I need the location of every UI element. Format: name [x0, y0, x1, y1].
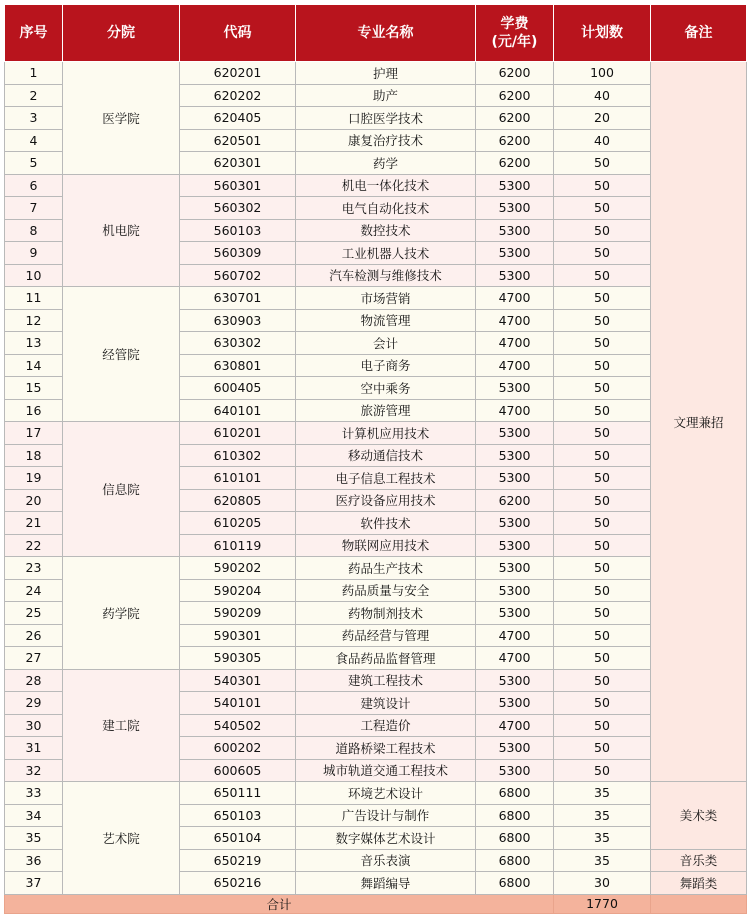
tuition-cell: 5300: [476, 197, 554, 220]
major-code-cell: 650104: [180, 827, 296, 850]
major-code-cell: 610302: [180, 444, 296, 467]
row-index-cell: 9: [5, 242, 63, 265]
row-index-cell: 19: [5, 467, 63, 490]
plan-count-cell: 50: [554, 152, 651, 175]
table-row: [5, 669, 747, 692]
row-index-cell: 31: [5, 737, 63, 760]
row-index-cell: 1: [5, 62, 63, 85]
tuition-cell: 6800: [476, 804, 554, 827]
row-index-cell: 34: [5, 804, 63, 827]
remark-cell: 舞蹈类: [651, 872, 747, 895]
plan-count-cell: 50: [554, 264, 651, 287]
major-name-cell: 机电一体化技术: [296, 174, 476, 197]
plan-count-cell: 50: [554, 714, 651, 737]
header-tuition-line2: (元/年): [491, 34, 538, 50]
plan-count-cell: 50: [554, 354, 651, 377]
major-code-cell: 590305: [180, 647, 296, 670]
plan-count-cell: 50: [554, 422, 651, 445]
plan-count-cell: 35: [554, 782, 651, 805]
row-index-cell: 5: [5, 152, 63, 175]
plan-count-cell: 100: [554, 62, 651, 85]
major-name-cell: 舞蹈编导: [296, 872, 476, 895]
plan-count-cell: 50: [554, 534, 651, 557]
tuition-cell: 5300: [476, 219, 554, 242]
major-code-cell: 640101: [180, 399, 296, 422]
plan-count-cell: 40: [554, 84, 651, 107]
plan-count-cell: 50: [554, 489, 651, 512]
tuition-cell: 4700: [476, 624, 554, 647]
tuition-cell: 5300: [476, 692, 554, 715]
table-row: [5, 782, 747, 805]
tuition-cell: 5300: [476, 557, 554, 580]
row-index-cell: 18: [5, 444, 63, 467]
major-name-cell: 建筑工程技术: [296, 669, 476, 692]
row-index-cell: 14: [5, 354, 63, 377]
enrollment-plan-table: [4, 4, 747, 914]
row-index-cell: 27: [5, 647, 63, 670]
major-name-cell: 旅游管理: [296, 399, 476, 422]
plan-count-cell: 50: [554, 219, 651, 242]
row-index-cell: 4: [5, 129, 63, 152]
major-name-cell: 电气自动化技术: [296, 197, 476, 220]
plan-count-cell: 50: [554, 399, 651, 422]
row-index-cell: 22: [5, 534, 63, 557]
row-index-cell: 6: [5, 174, 63, 197]
department-cell: 机电院: [63, 174, 180, 287]
major-code-cell: 620405: [180, 107, 296, 130]
table-body: [5, 62, 747, 914]
table-header-row: [5, 5, 747, 62]
major-code-cell: 610119: [180, 534, 296, 557]
tuition-cell: 6800: [476, 872, 554, 895]
row-index-cell: 20: [5, 489, 63, 512]
table-row: [5, 422, 747, 445]
department-cell: 艺术院: [63, 782, 180, 895]
major-name-cell: 工程造价: [296, 714, 476, 737]
tuition-cell: 4700: [476, 714, 554, 737]
row-index-cell: 30: [5, 714, 63, 737]
tuition-cell: 5300: [476, 737, 554, 760]
row-index-cell: 13: [5, 332, 63, 355]
plan-count-cell: 35: [554, 804, 651, 827]
row-index-cell: 10: [5, 264, 63, 287]
major-name-cell: 空中乘务: [296, 377, 476, 400]
major-code-cell: 650216: [180, 872, 296, 895]
major-name-cell: 助产: [296, 84, 476, 107]
row-index-cell: 8: [5, 219, 63, 242]
major-name-cell: 广告设计与制作: [296, 804, 476, 827]
tuition-cell: 4700: [476, 647, 554, 670]
tuition-cell: 5300: [476, 534, 554, 557]
tuition-cell: 6200: [476, 129, 554, 152]
major-code-cell: 630903: [180, 309, 296, 332]
major-code-cell: 560309: [180, 242, 296, 265]
total-label: 合计: [5, 894, 554, 913]
major-name-cell: 数字媒体艺术设计: [296, 827, 476, 850]
major-name-cell: 环境艺术设计: [296, 782, 476, 805]
major-code-cell: 600605: [180, 759, 296, 782]
plan-count-cell: 50: [554, 309, 651, 332]
tuition-cell: 6800: [476, 827, 554, 850]
major-name-cell: 医疗设备应用技术: [296, 489, 476, 512]
major-name-cell: 药品生产技术: [296, 557, 476, 580]
header-code: 代码: [180, 5, 296, 62]
total-remark-empty: [651, 894, 747, 913]
major-name-cell: 会计: [296, 332, 476, 355]
plan-count-cell: 30: [554, 872, 651, 895]
major-name-cell: 城市轨道交通工程技术: [296, 759, 476, 782]
plan-count-cell: 50: [554, 287, 651, 310]
tuition-cell: 5300: [476, 759, 554, 782]
major-code-cell: 650103: [180, 804, 296, 827]
major-name-cell: 护理: [296, 62, 476, 85]
major-name-cell: 药品质量与安全: [296, 579, 476, 602]
row-index-cell: 25: [5, 602, 63, 625]
tuition-cell: 6200: [476, 84, 554, 107]
row-index-cell: 16: [5, 399, 63, 422]
row-index-cell: 15: [5, 377, 63, 400]
row-index-cell: 17: [5, 422, 63, 445]
major-code-cell: 630701: [180, 287, 296, 310]
tuition-cell: 4700: [476, 309, 554, 332]
major-code-cell: 560301: [180, 174, 296, 197]
major-code-cell: 590202: [180, 557, 296, 580]
plan-count-cell: 50: [554, 759, 651, 782]
plan-count-cell: 50: [554, 467, 651, 490]
total-row: [5, 894, 747, 913]
plan-count-cell: 50: [554, 602, 651, 625]
major-name-cell: 物流管理: [296, 309, 476, 332]
tuition-cell: 6800: [476, 782, 554, 805]
tuition-cell: 6200: [476, 152, 554, 175]
plan-count-cell: 50: [554, 692, 651, 715]
major-code-cell: 540301: [180, 669, 296, 692]
major-name-cell: 移动通信技术: [296, 444, 476, 467]
tuition-cell: 5300: [476, 264, 554, 287]
plan-count-cell: 50: [554, 174, 651, 197]
tuition-cell: 5300: [476, 669, 554, 692]
remark-cell: 文理兼招: [651, 62, 747, 782]
department-cell: 建工院: [63, 669, 180, 782]
tuition-cell: 5300: [476, 444, 554, 467]
tuition-cell: 4700: [476, 287, 554, 310]
major-code-cell: 540101: [180, 692, 296, 715]
tuition-cell: 5300: [476, 467, 554, 490]
major-name-cell: 药学: [296, 152, 476, 175]
major-name-cell: 汽车检测与维修技术: [296, 264, 476, 287]
plan-count-cell: 50: [554, 377, 651, 400]
header-department: 分院: [63, 5, 180, 62]
department-cell: 信息院: [63, 422, 180, 557]
major-code-cell: 600202: [180, 737, 296, 760]
major-name-cell: 康复治疗技术: [296, 129, 476, 152]
tuition-cell: 5300: [476, 512, 554, 535]
major-code-cell: 610205: [180, 512, 296, 535]
header-index: 序号: [5, 5, 63, 62]
department-cell: 药学院: [63, 557, 180, 670]
plan-count-cell: 40: [554, 129, 651, 152]
row-index-cell: 33: [5, 782, 63, 805]
major-code-cell: 620805: [180, 489, 296, 512]
row-index-cell: 35: [5, 827, 63, 850]
major-name-cell: 口腔医学技术: [296, 107, 476, 130]
major-code-cell: 610201: [180, 422, 296, 445]
plan-count-cell: 50: [554, 332, 651, 355]
major-name-cell: 药品经营与管理: [296, 624, 476, 647]
tuition-cell: 5300: [476, 242, 554, 265]
header-tuition-line1: 学费: [500, 16, 529, 32]
row-index-cell: 23: [5, 557, 63, 580]
major-name-cell: 道路桥梁工程技术: [296, 737, 476, 760]
major-code-cell: 610101: [180, 467, 296, 490]
major-code-cell: 630302: [180, 332, 296, 355]
table-row: [5, 174, 747, 197]
major-code-cell: 620301: [180, 152, 296, 175]
major-code-cell: 650111: [180, 782, 296, 805]
header-major: 专业名称: [296, 5, 476, 62]
tuition-cell: 4700: [476, 332, 554, 355]
tuition-cell: 5300: [476, 579, 554, 602]
row-index-cell: 37: [5, 872, 63, 895]
plan-count-cell: 50: [554, 512, 651, 535]
department-cell: 经管院: [63, 287, 180, 422]
major-code-cell: 590301: [180, 624, 296, 647]
row-index-cell: 11: [5, 287, 63, 310]
major-code-cell: 600405: [180, 377, 296, 400]
row-index-cell: 7: [5, 197, 63, 220]
total-plan-count: 1770: [554, 894, 651, 913]
row-index-cell: 29: [5, 692, 63, 715]
tuition-cell: 6800: [476, 849, 554, 872]
major-name-cell: 建筑设计: [296, 692, 476, 715]
major-name-cell: 软件技术: [296, 512, 476, 535]
major-code-cell: 620501: [180, 129, 296, 152]
major-code-cell: 620202: [180, 84, 296, 107]
tuition-cell: 4700: [476, 399, 554, 422]
plan-count-cell: 50: [554, 444, 651, 467]
major-name-cell: 工业机器人技术: [296, 242, 476, 265]
plan-count-cell: 50: [554, 669, 651, 692]
plan-count-cell: 50: [554, 557, 651, 580]
table-row: [5, 287, 747, 310]
major-name-cell: 物联网应用技术: [296, 534, 476, 557]
plan-count-cell: 35: [554, 849, 651, 872]
tuition-cell: 6200: [476, 489, 554, 512]
plan-count-cell: 35: [554, 827, 651, 850]
table-row: [5, 62, 747, 85]
row-index-cell: 26: [5, 624, 63, 647]
major-code-cell: 650219: [180, 849, 296, 872]
header-tuition: [476, 5, 554, 62]
major-name-cell: 市场营销: [296, 287, 476, 310]
major-name-cell: 计算机应用技术: [296, 422, 476, 445]
major-name-cell: 食品药品监督管理: [296, 647, 476, 670]
row-index-cell: 21: [5, 512, 63, 535]
tuition-cell: 4700: [476, 354, 554, 377]
tuition-cell: 6200: [476, 107, 554, 130]
table-row: [5, 557, 747, 580]
major-name-cell: 电子信息工程技术: [296, 467, 476, 490]
tuition-cell: 5300: [476, 422, 554, 445]
row-index-cell: 3: [5, 107, 63, 130]
plan-count-cell: 50: [554, 624, 651, 647]
plan-count-cell: 50: [554, 647, 651, 670]
major-code-cell: 590204: [180, 579, 296, 602]
remark-cell: 美术类: [651, 782, 747, 850]
row-index-cell: 24: [5, 579, 63, 602]
remark-cell: 音乐类: [651, 849, 747, 872]
major-name-cell: 电子商务: [296, 354, 476, 377]
major-name-cell: 音乐表演: [296, 849, 476, 872]
plan-count-cell: 50: [554, 242, 651, 265]
plan-count-cell: 50: [554, 197, 651, 220]
row-index-cell: 36: [5, 849, 63, 872]
major-code-cell: 620201: [180, 62, 296, 85]
tuition-cell: 6200: [476, 62, 554, 85]
tuition-cell: 5300: [476, 174, 554, 197]
major-code-cell: 560103: [180, 219, 296, 242]
row-index-cell: 2: [5, 84, 63, 107]
row-index-cell: 32: [5, 759, 63, 782]
major-name-cell: 数控技术: [296, 219, 476, 242]
department-cell: 医学院: [63, 62, 180, 175]
tuition-cell: 5300: [476, 602, 554, 625]
major-code-cell: 560302: [180, 197, 296, 220]
plan-count-cell: 50: [554, 737, 651, 760]
row-index-cell: 28: [5, 669, 63, 692]
major-code-cell: 540502: [180, 714, 296, 737]
plan-count-cell: 20: [554, 107, 651, 130]
major-name-cell: 药物制剂技术: [296, 602, 476, 625]
tuition-cell: 5300: [476, 377, 554, 400]
plan-count-cell: 50: [554, 579, 651, 602]
major-code-cell: 560702: [180, 264, 296, 287]
major-code-cell: 590209: [180, 602, 296, 625]
major-code-cell: 630801: [180, 354, 296, 377]
row-index-cell: 12: [5, 309, 63, 332]
header-plan: 计划数: [554, 5, 651, 62]
header-remark: 备注: [651, 5, 747, 62]
